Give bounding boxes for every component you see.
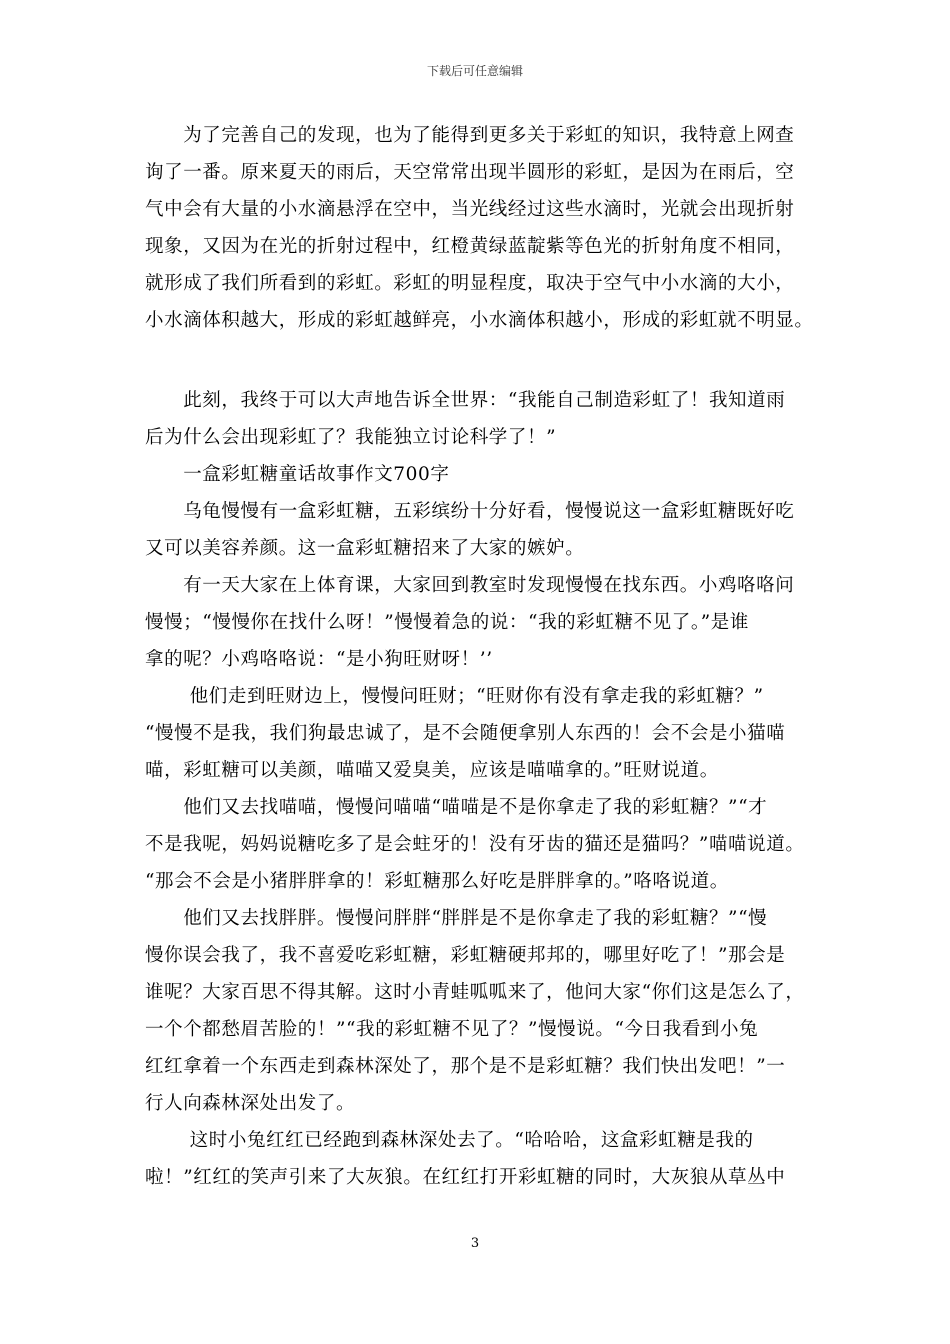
text-line: 红红拿着一个东西走到森林深处了，那个是不是彩虹糖？我们快出发吧！”一 — [145, 1056, 786, 1077]
text-line: 小水滴体积越大，形成的彩虹越鲜亮，小水滴体积越小，形成的彩虹就不明显。 — [145, 310, 814, 331]
text-line: 他们又去找喵喵，慢慢问喵喵“喵喵是不是你拿走了我的彩虹糖？”“才 — [145, 797, 768, 818]
text-line: 此刻，我终于可以大声地告诉全世界：“我能自己制造彩虹了！我知道雨 — [145, 390, 786, 411]
text-line: 乌龟慢慢有一盒彩虹糖，五彩缤纷十分好看，慢慢说这一盒彩虹糖既好吃 — [145, 501, 795, 522]
text-line: 又可以美容养颜。这一盒彩虹糖招来了大家的嫉妒。 — [145, 538, 585, 559]
text-line: 询了一番。原来夏天的雨后，天空常常出现半圆形的彩虹，是因为在雨后，空 — [145, 162, 795, 183]
text-line: 后为什么会出现彩虹了？我能独立讨论科学了！” — [145, 427, 557, 448]
text-line: 这时小兔红红已经跑到森林深处去了。“哈哈哈，这盒彩虹糖是我的 — [145, 1130, 754, 1151]
text-line: “那会不会是小猪胖胖拿的！彩虹糖那么好吃是胖胖拿的。”咯咯说道。 — [145, 871, 729, 892]
page-header: 下载后可任意编辑 — [426, 64, 523, 78]
text-line: 就形成了我们所看到的彩虹。彩虹的明显程度，取决于空气中小水滴的大小， — [145, 273, 795, 294]
text-line: 拿的呢？小鸡咯咯说：“是小狗旺财呀！’’ — [145, 649, 493, 670]
text-line: 行人向森林深处出发了。 — [145, 1093, 356, 1114]
text-line: 谁呢？大家百思不得其解。这时小青蛙呱呱来了，他问大家“你们这是怎么了， — [145, 982, 805, 1003]
text-line: 一个个都愁眉苦脸的！”“我的彩虹糖不见了？”慢慢说。“今日我看到小兔 — [145, 1019, 759, 1040]
text-line: 啦！”红红的笑声引来了大灰狼。在红红打开彩虹糖的同时，大灰狼从草丛中 — [145, 1167, 786, 1188]
text-line: 他们走到旺财边上，慢慢问旺财；“旺财你有没有拿走我的彩虹糖？” — [145, 686, 764, 707]
text-line: 慢你误会我了，我不喜爱吃彩虹糖，彩虹糖硬邦邦的，哪里好吃了！”那会是 — [145, 945, 786, 966]
text-line: 气中会有大量的小水滴悬浮在空中，当光线经过这些水滴时，光就会出现折射 — [145, 199, 795, 220]
text-line: 一盒彩虹糖童话故事作文700字 — [145, 464, 450, 485]
text-line: 他们又去找胖胖。慢慢问胖胖“胖胖是不是你拿走了我的彩虹糖？”“慢 — [145, 908, 768, 929]
text-line: 为了完善自己的发现，也为了能得到更多关于彩虹的知识，我特意上网查 — [145, 125, 795, 146]
text-line: 不是我呢，妈妈说糖吃多了是会蛀牙的！没有牙齿的猫还是猫吗？”喵喵说道。 — [145, 834, 805, 855]
page-number: 3 — [470, 1236, 480, 1251]
text-line: 有一天大家在上体育课，大家回到教室时发现慢慢在找东西。小鸡咯咯问 — [145, 575, 795, 596]
text-line: 喵，彩虹糖可以美颜，喵喵又爱臭美，应该是喵喵拿的。”旺财说道。 — [145, 760, 719, 781]
text-line: “慢慢不是我，我们狗最忠诚了，是不会随便拿别人东西的！会不会是小猫喵 — [145, 723, 786, 744]
text-line: 现象，又因为在光的折射过程中，红橙黄绿蓝靛紫等色光的折射角度不相同， — [145, 236, 795, 257]
text-line: 慢慢；“慢慢你在找什么呀！”慢慢着急的说：“我的彩虹糖不见了。”是谁 — [145, 612, 749, 633]
